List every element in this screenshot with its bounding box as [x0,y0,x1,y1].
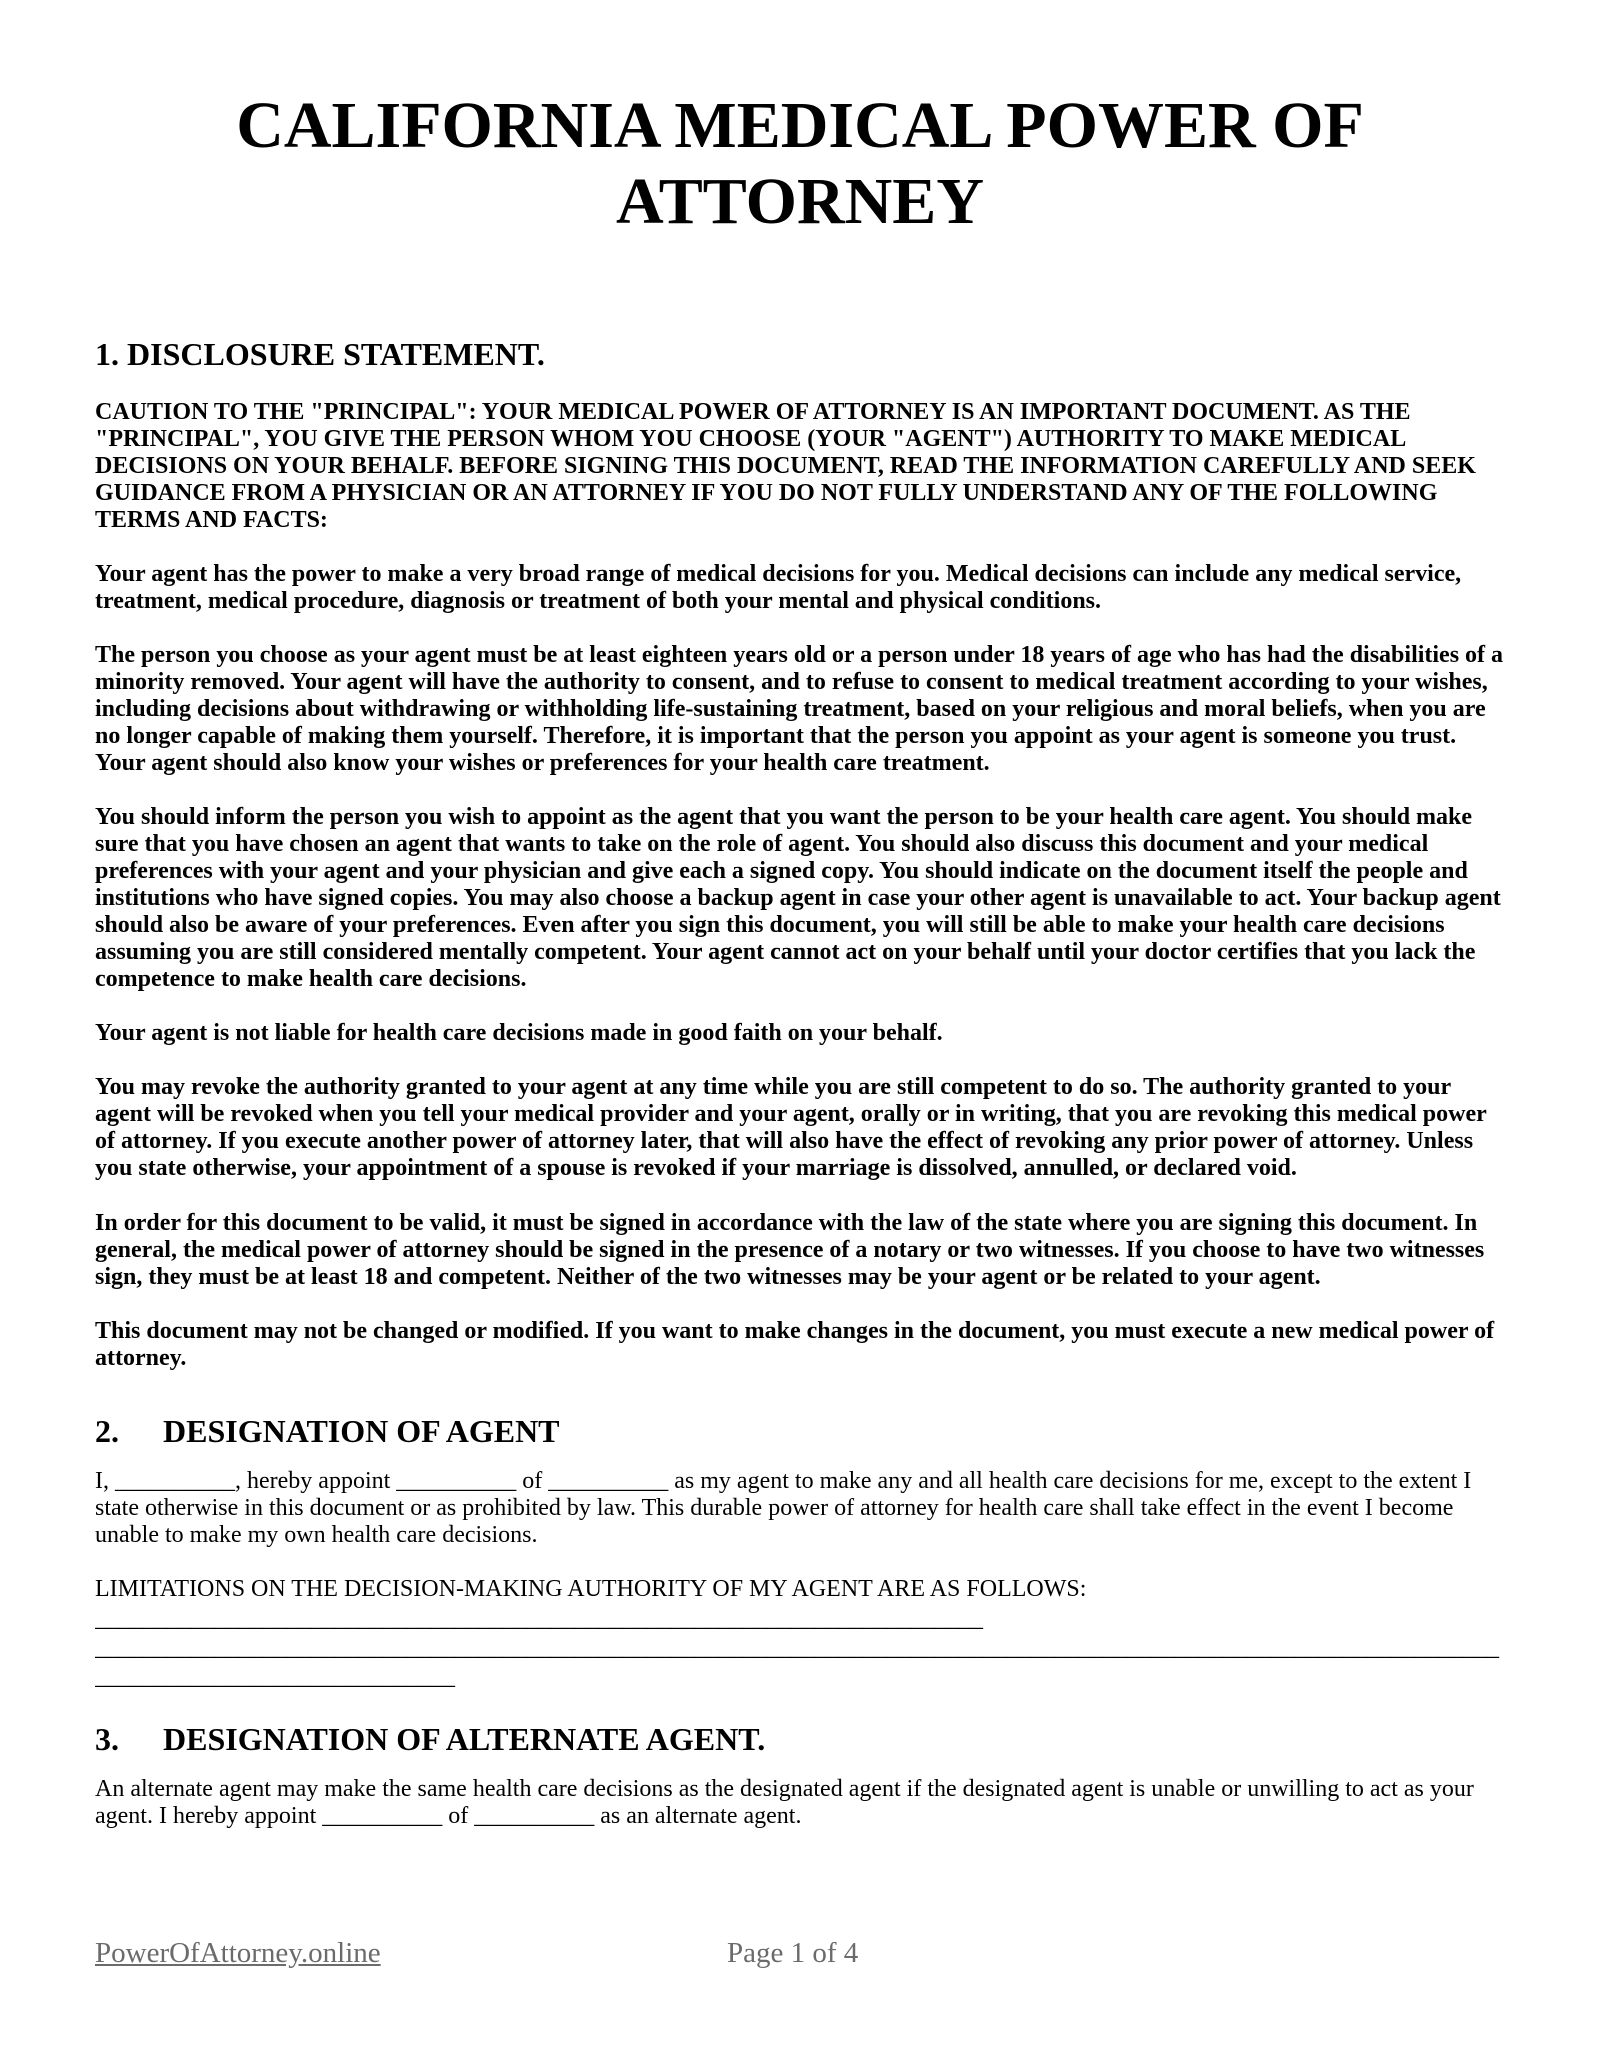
designation-of-agent-paragraph: I, __________, hereby appoint __________ of __________ as my agent to make any and all health care decisions for me, except to the extent I state otherwise in this document or as prohibited by law. This durable power of attorney for health care shall take effect in the event I become unable to make my own health care decisions. [95,1468,1472,1548]
alternate-agent-paragraph: An alternate agent may make the same health care decisions as the designated agent if the designated agent is unable or unwilling to act as your agent. I hereby appoint __________ of __________ as an alternate agent. [95,1776,1474,1829]
limitations-statement: LIMITATIONS ON THE DECISION-MAKING AUTHORITY OF MY AGENT ARE AS FOLLOWS: [95,1576,1087,1602]
section-3-label: DESIGNATION OF ALTERNATE AGENT. [163,1721,766,1757]
blank-fill-line: _____________________________________________________________________________________________________________________ [95,1635,1499,1661]
section-3-number: 3. [95,1721,119,1757]
section-3-heading [95,1720,1505,1758]
agent-eligibility-paragraph: The person you choose as your agent must be at least eighteen years old or a person under 18 years of age who has had the disabilities of a minority removed. Your agent will have the authority to consent, and to refuse to consent to medical treatment according to your wishes, including decisions about withdrawing or withholding life-sustaining treatment, based on your religious and moral beliefs, when you are no longer capable of making them yourself. Therefore, it is important that the person you appoint as your agent is someone you trust. Your agent should also know your wishes or preferences for your health care treatment. [95,642,1504,776]
revocation-paragraph: You may revoke the authority granted to your agent at any time while you are still competent to do so. The authority granted to your agent will be revoked when you tell your medical provider and your agent, orally or in writing, that you are revoking this medical power of attorney. If you execute another power of attorney later, that will also have the effect of revoking any prior power of attorney. Unless you state otherwise, your appointment of a spouse is revoked if your marriage is dissolved, annulled, or declared void. [95,1074,1487,1181]
blank-fill-line: __________________________________________________________________________ [95,1606,983,1632]
document-title: CALIFORNIA MEDICAL POWER OF ATTORNEY [236,89,1364,238]
agent-power-paragraph: Your agent has the power to make a very broad range of medical decisions for you. Medical decisions can include any medical service, treatment, medical procedure, diagnosis or treatment of both your mental and physical conditions. [95,561,1462,614]
section-2-label: DESIGNATION OF AGENT [163,1413,560,1449]
section-2-number: 2. [95,1413,119,1449]
blank-fill-line: ______________________________ [95,1664,455,1690]
footer-site-link[interactable]: PowerOfAttorney.online [95,1937,381,1969]
no-modification-paragraph: This document may not be changed or modified. If you want to make changes in the document, you must execute a new medical power of attorney. [95,1318,1495,1371]
validity-signing-paragraph: In order for this document to be valid, it must be signed in accordance with the law of the state where you are signing this document. In general, the medical power of attorney should be signed in the presence of a notary or two witnesses. If you choose to have two witnesses sign, they must be at least 18 and competent. Neither of the two witnesses may be your agent or be related to your agent. [95,1210,1485,1290]
limitations-blank-lines [95,1605,1505,1692]
inform-agent-paragraph: You should inform the person you wish to appoint as the agent that you want the person to be your health care agent. You should make sure that you have chosen an agent that wants to take on the role of agent. You should also discuss this document and your medical preferences with your agent and your physician and give each a signed copy. You should indicate on the document itself the people and institutions who have signed copies. You may also choose a backup agent in case your other agent is unavailable to act. Your backup agent should also be aware of your preferences. Even after you sign this document, you will still be able to make your health care decisions assuming you are still considered mentally competent. Your agent cannot act on your behalf until your doctor certifies that you lack the competence to make health care decisions. [95,804,1501,992]
disclosure-caution-paragraph: CAUTION TO THE "PRINCIPAL": YOUR MEDICAL POWER OF ATTORNEY IS AN IMPORTANT DOCUMENT. AS THE "PRINCIPAL", YOU GIVE THE PERSON WHOM YOU CHOOSE (YOUR "AGENT") AUTHORITY TO MAKE MEDICAL DECISIONS ON YOUR BEHALF. BEFORE SIGNING THIS DOCUMENT, READ THE INFORMATION CAREFULLY AND SEEK GUIDANCE FROM A PHYSICIAN OR AN ATTORNEY IF YOU DO NOT FULLY UNDERSTAND ANY OF THE FOLLOWING TERMS AND FACTS: [95,399,1476,533]
section-1-heading: 1. DISCLOSURE STATEMENT. [95,336,545,372]
section-2-heading [95,1412,1505,1450]
agent-liability-paragraph: Your agent is not liable for health care decisions made in good faith on your behalf. [95,1020,943,1046]
page-footer [95,1936,1505,1970]
page-number-label: Page 1 of 4 [727,1937,859,1969]
